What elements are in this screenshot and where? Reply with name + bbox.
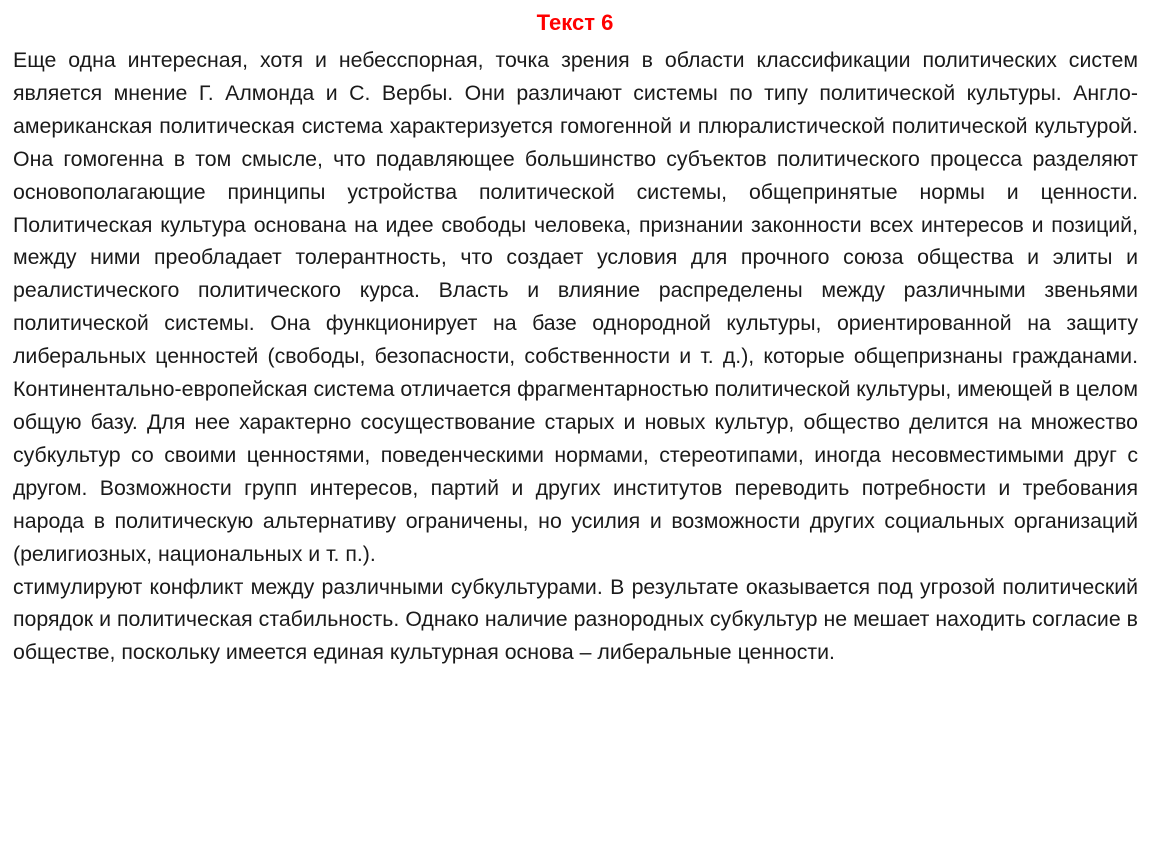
slide-title: Текст 6 — [536, 10, 614, 35]
body-paragraph-1: Еще одна интересная, хотя и небесспорная, точка зрения в области классификации политических систем является мнение Г. Алмонда и С. Вербы. Они различают системы по типу политической культуры. Англо-американская политическая система характеризуется гомогенной и плюралистической политической культурой. Она гомогенна в том смысле, что подавляющее большинство субъектов политического процесса разделяют основополагающие принципы устройства политической системы, общепринятые нормы и ценности. Политическая культура основана на идее свободы человека, признании законности всех интересов и позиций, между ними преобладает толерантность, что создает условия для прочного союза общества и элиты и реалистического политического курса. Власть и влияние распределены между различными звеньями политической системы. Она функционирует на базе однородной культуры, ориентированной на защиту либеральных ценностей (свободы, безопасности, собственности и т. д.), которые общепризнаны гражданами. Континентально-европейская система отличается фрагментарностью политической культуры, имеющей в целом общую базу. Для нее характерно сосуществование старых и новых культур, общество делится на множество субкультур со своими ценностями, поведенческими нормами, стереотипами, иногда несовместимыми друг с другом. Возможности групп интересов, партий и других институтов переводить потребности и требования народа в политическую альтернативу ограничены, но усилия и возможности других социальных организаций (религиозных, национальных и т. п.). — [13, 48, 1138, 566]
slide-body-text — [13, 44, 1138, 669]
body-paragraph-2: стимулируют конфликт между различными субкультурами. В результате оказывается под угрозой политический порядок и политическая стабильность. Однако наличие разнородных субкультур не мешает находить согласие в обществе, поскольку имеется единая культурная основа – либеральные ценности. — [13, 574, 1138, 665]
